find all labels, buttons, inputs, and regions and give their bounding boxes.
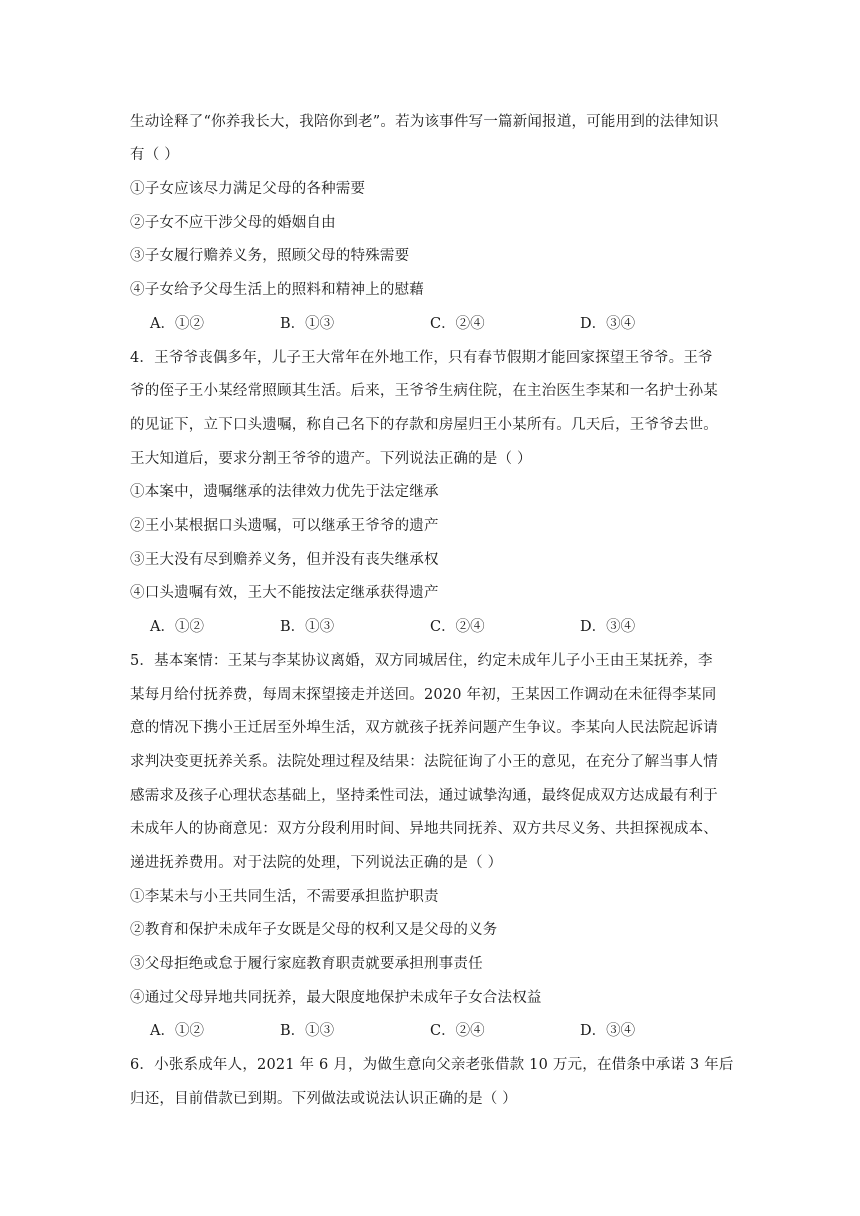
q5-stem-line-6: 未成年人的协商意见：双方分段利用时间、异地共同抚养、双方共尽义务、共担探视成本、 bbox=[130, 821, 718, 837]
q5-stem-line-5: 感需求及孩子心理状态基础上，坚持柔性司法，通过诚挚沟通，最终促成双方达成最有利于 bbox=[130, 788, 718, 804]
q5-option-c[interactable]: C．②④ bbox=[430, 1023, 485, 1039]
q5-stem-line-4: 求判决变更抚养关系。法院处理过程及结果：法院征询了小王的意见，在充分了解当事人情 bbox=[130, 754, 718, 770]
q6-stem-line-2: 归还，目前借款已到期。下列做法或说法认识正确的是（ ） bbox=[130, 1091, 518, 1107]
q4-stem-line-1: 4．王爷爷丧偶多年，儿子王大常年在外地工作，只有春节假期才能回家探望王爷爷。王爷 bbox=[130, 350, 713, 366]
q5-option-a[interactable]: A．①② bbox=[150, 1023, 204, 1039]
q4-item-3: ③王大没有尽到赡养义务，但并没有丧失继承权 bbox=[130, 552, 439, 568]
q4-item-2: ②王小某根据口头遗嘱，可以继承王爷爷的遗产 bbox=[130, 518, 439, 534]
q5-options bbox=[150, 1021, 670, 1041]
q3-item-4: ④子女给予父母生活上的照料和精神上的慰藉 bbox=[130, 282, 424, 298]
q5-stem-line-1: 5．基本案情：王某与李某协议离婚，双方同城居住，约定未成年儿子小王由王某抚养，李 bbox=[130, 653, 713, 669]
q4-option-d[interactable]: D．③④ bbox=[580, 619, 636, 635]
q5-stem-line-2: 某每月给付抚养费，每周末探望接走并送回。2020 年初，王某因工作调动在未征得李某同 bbox=[130, 687, 717, 703]
q3-option-d[interactable]: D．③④ bbox=[580, 316, 636, 332]
q3-item-3: ③子女履行赡养义务，照顾父母的特殊需要 bbox=[130, 248, 410, 264]
q3-option-b[interactable]: B．①③ bbox=[280, 316, 335, 332]
q3-item-2: ②子女不应干涉父母的婚姻自由 bbox=[130, 215, 336, 231]
q3-item-1: ①子女应该尽力满足父母的各种需要 bbox=[130, 181, 366, 197]
q3-option-a[interactable]: A．①② bbox=[150, 316, 204, 332]
q5-option-b[interactable]: B．①③ bbox=[280, 1023, 335, 1039]
q4-options bbox=[150, 617, 670, 637]
q4-stem-line-3: 的见证下，立下口头遗嘱，称自己名下的存款和房屋归王小某所有。几天后，王爷爷去世。 bbox=[130, 417, 718, 433]
q4-option-c[interactable]: C．②④ bbox=[430, 619, 485, 635]
q4-item-4: ④口头遗嘱有效，王大不能按法定继承获得遗产 bbox=[130, 585, 439, 601]
q5-option-d[interactable]: D．③④ bbox=[580, 1023, 636, 1039]
q5-item-1: ①李某未与小王共同生活，不需要承担监护职责 bbox=[130, 889, 439, 905]
q4-stem-line-2: 爷的侄子王小某经常照顾其生活。后来，王爷爷生病住院，在主治医生李某和一名护士孙某 bbox=[130, 383, 718, 399]
q6-stem-line-1: 6．小张系成年人，2021 年 6 月，为做生意向父亲老张借款 10 万元，在借条中承诺 3 年后 bbox=[130, 1057, 734, 1073]
q3-options bbox=[150, 314, 670, 334]
q5-stem-line-3: 意的情况下携小王迁居至外埠生活，双方就孩子抚养问题产生争议。李某向人民法院起诉请 bbox=[130, 720, 718, 736]
q4-option-b[interactable]: B．①③ bbox=[280, 619, 335, 635]
q3-stem-line-2: 有（ ） bbox=[130, 147, 179, 163]
q4-option-a[interactable]: A．①② bbox=[150, 619, 204, 635]
q5-stem-line-7: 递进抚养费用。对于法院的处理，下列说法正确的是（ ） bbox=[130, 855, 503, 871]
q5-item-3: ③父母拒绝或怠于履行家庭教育职责就要承担刑事责任 bbox=[130, 956, 483, 972]
q3-stem-line-1: 生动诠释了“你养我长大，我陪你到老”。若为该事件写一篇新闻报道，可能用到的法律知识 bbox=[130, 114, 719, 130]
q3-option-c[interactable]: C．②④ bbox=[430, 316, 485, 332]
q5-item-2: ②教育和保护未成年子女既是父母的权利又是父母的义务 bbox=[130, 922, 498, 938]
q5-item-4: ④通过父母异地共同抚养，最大限度地保护未成年子女合法权益 bbox=[130, 990, 542, 1006]
q4-stem-line-4: 王大知道后，要求分割王爷爷的遗产。下列说法正确的是（ ） bbox=[130, 451, 532, 467]
q4-item-1: ①本案中，遗嘱继承的法律效力优先于法定继承 bbox=[130, 484, 439, 500]
